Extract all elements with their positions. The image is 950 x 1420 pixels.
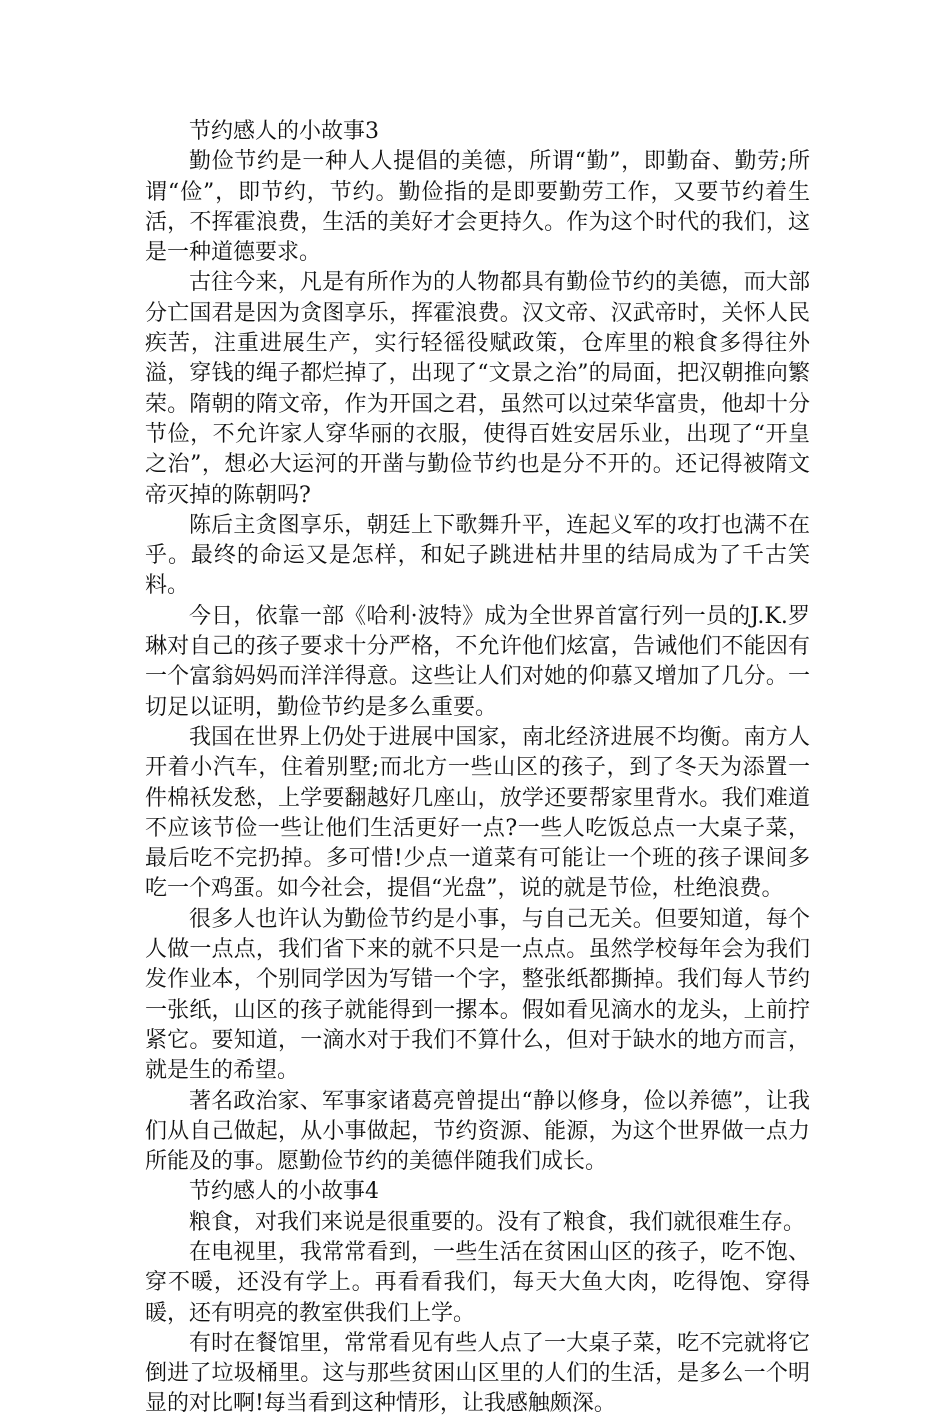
paragraph-8: 粮食，对我们来说是很重要的。没有了粮食，我们就很难生存。 [189,1209,806,1235]
paragraph-6: 很多人也许认为勤俭节约是小事，与自己无关。但要知道，每个人做一点点，我们省下来的就不只是一点点。虽然学校每年会为我们发作业本，个别同学因为写错一个字，整张纸都撕掉。我们每人节约一张纸，山区的孩子就能得到一摞本。假如看见滴水的龙头，上前拧紧它。要知道，一滴水对于我们不算什么，但对于缺水的地方而言，就是生的希望。 [145,906,810,1084]
paragraph-4: 今日，依靠一部《哈利·波特》成为全世界首富行列一员的J.K.罗琳对自己的孩子要求十分严格，不允许他们炫富，告诫他们不能因有一个富翁妈妈而洋洋得意。这些让人们对她的仰慕又增加了几分。一切足以证明，勤俭节约是多么重要。 [145,603,810,720]
paragraph-2: 古往今来，凡是有所作为的人物都具有勤俭节约的美德，而大部分亡国君是因为贪图享乐，挥霍浪费。汉文帝、汉武帝时，关怀人民疾苦，注重进展生产，实行轻徭役赋政策，仓库里的粮食多得往外溢，穿钱的绳子都烂掉了，出现了“文景之治”的局面，把汉朝推向繁荣。隋朝的隋文帝，作为开国之君，虽然可以过荣华富贵，他却十分节俭，不允许家人穿华丽的衣服，使得百姓安居乐业，出现了“开皇之治”，想必大运河的开凿与勤俭节约也是分不开的。还记得被隋文帝灭掉的陈朝吗? [145,270,810,508]
document-page [145,117,810,1420]
paragraph-3: 陈后主贪图享乐，朝廷上下歌舞升平，连起义军的攻打也满不在乎。最终的命运又是怎样，和妃子跳进枯井里的结局成为了千古笑料。 [145,512,810,599]
paragraph-9: 在电视里，我常常看到，一些生活在贫困山区的孩子，吃不饱、穿不暖，还没有学上。再看看我们，每天大鱼大肉，吃得饱、穿得暖，还有明亮的教室供我们上学。 [145,1239,810,1326]
paragraph-7: 著名政治家、军事家诸葛亮曾提出“静以修身，俭以养德”，让我们从自己做起，从小事做起，节约资源、能源，为这个世界做一点力所能及的事。愿勤俭节约的美德伴随我们成长。 [145,1088,810,1175]
paragraph-5: 我国在世界上仍处于进展中国家，南北经济进展不均衡。南方人开着小汽车，住着别墅;而北方一些山区的孩子，到了冬天为添置一件棉袄发愁，上学要翻越好几座山，放学还要帮家里背水。我们难道不应该节俭一些让他们生活更好一点?一些人吃饭总点一大桌子菜，最后吃不完扔掉。多可惜!少点一道菜有可能让一个班的孩子课间多吃一个鸡蛋。如今社会，提倡“光盘”，说的就是节俭，杜绝浪费。 [145,724,810,902]
section-heading-4: 节约感人的小故事4 [189,1179,379,1205]
paragraph-10: 有时在餐馆里，常常看见有些人点了一大桌子菜，吃不完就将它倒进了垃圾桶里。这与那些贫困山区里的人们的生活，是多么一个明显的对比啊!每当看到这种情形，让我感触颇深。 [145,1330,810,1417]
section-heading-3: 节约感人的小故事3 [189,119,379,144]
paragraph-1: 勤俭节约是一种人人提倡的美德，所谓“勤”，即勤奋、勤劳;所谓“俭”，即节约，节约。勤俭指的是即要勤劳工作，又要节约着生活，不挥霍浪费，生活的美好才会更持久。作为这个时代的我们，这是一种道德要求。 [145,149,810,266]
